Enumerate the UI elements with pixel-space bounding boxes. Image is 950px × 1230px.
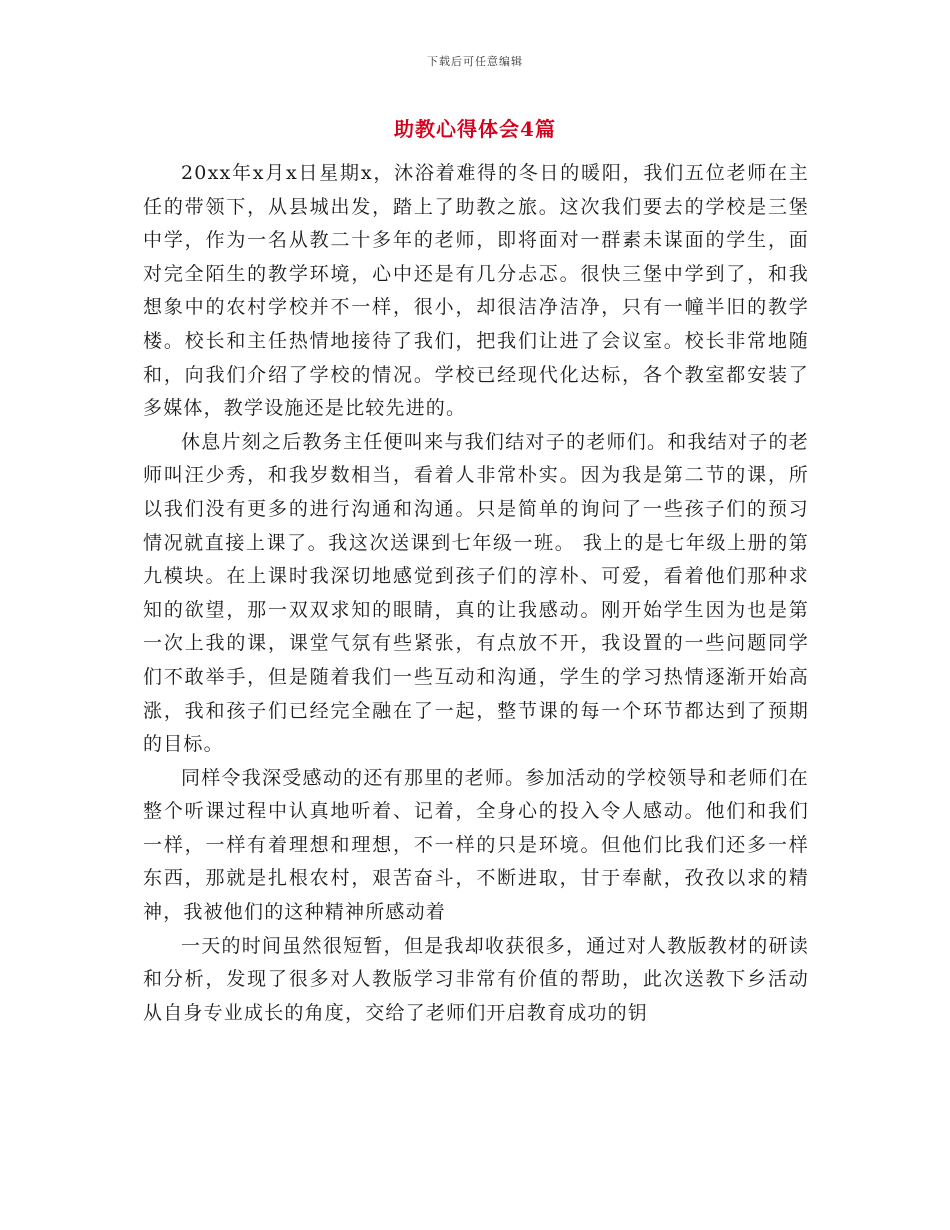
paragraph-3: 同样令我深受感动的还有那里的老师。参加活动的学校领导和老师们在整个听课过程中认真地听着、记着，全身心的投入令人感动。他们和我们一样，一样有着理想和理想，不一样的只是环境。但他们比我们还多一样东西，那就是扎根农村，艰苦奋斗，不断进取，甘于奉献，孜孜以求的精神，我被他们的这种精神所感动着 [143, 766, 809, 924]
document-title: 助教心得体会4篇 [394, 117, 556, 141]
page-header-note: 下载后可任意编辑 [427, 55, 523, 68]
paragraph-4: 一天的时间虽然很短暂，但是我却收获很多，通过对人教版教材的研读和分析，发现了很多对人教版学习非常有价值的帮助，此次送教下乡活动从自身专业成长的角度，交给了老师们开启教育成功的钥 [143, 934, 809, 1024]
paragraph-1: 20xx年x月x日星期x，沐浴着难得的冬日的暖阳，我们五位老师在主任的带领下，从县城出发，踏上了助教之旅。这次我们要去的学校是三堡中学，作为一名从教二十多年的老师，即将面对一群素未谋面的学生，面对完全陌生的教学环境，心中还是有几分忐忑。很快三堡中学到了，和我想象中的农村学校并不一样，很小，却很洁净洁净，只有一幢半旧的教学楼。校长和主任热情地接待了我们，把我们让进了会议室。校长非常地随和，向我们介绍了学校的情况。学校已经现代化达标，各个教室都安装了多媒体，教学设施还是比较先进的。 [143, 162, 809, 420]
document-body [143, 157, 809, 1030]
paragraph-2: 休息片刻之后教务主任便叫来与我们结对子的老师们。和我结对子的老师叫汪少秀，和我岁数相当，看着人非常朴实。因为我是第二节的课，所以我们没有更多的进行沟通和沟通。只是简单的询问了一些孩子们的预习情况就直接上课了。我这次送课到七年级一班。 我上的是七年级上册的第九模块。在上课时我深切地感觉到孩子们的淳朴、可爱，看着他们那种求知的欲望，那一双双求知的眼睛，真的让我感动。刚开始学生因为也是第一次上我的课，课堂气氛有些紧张，有点放不开，我设置的一些问题同学们不敢举手，但是随着我们一些互动和沟通，学生的学习热情逐渐开始高涨，我和孩子们已经完全融在了一起，整节课的每一个环节都达到了预期的目标。 [143, 430, 809, 756]
